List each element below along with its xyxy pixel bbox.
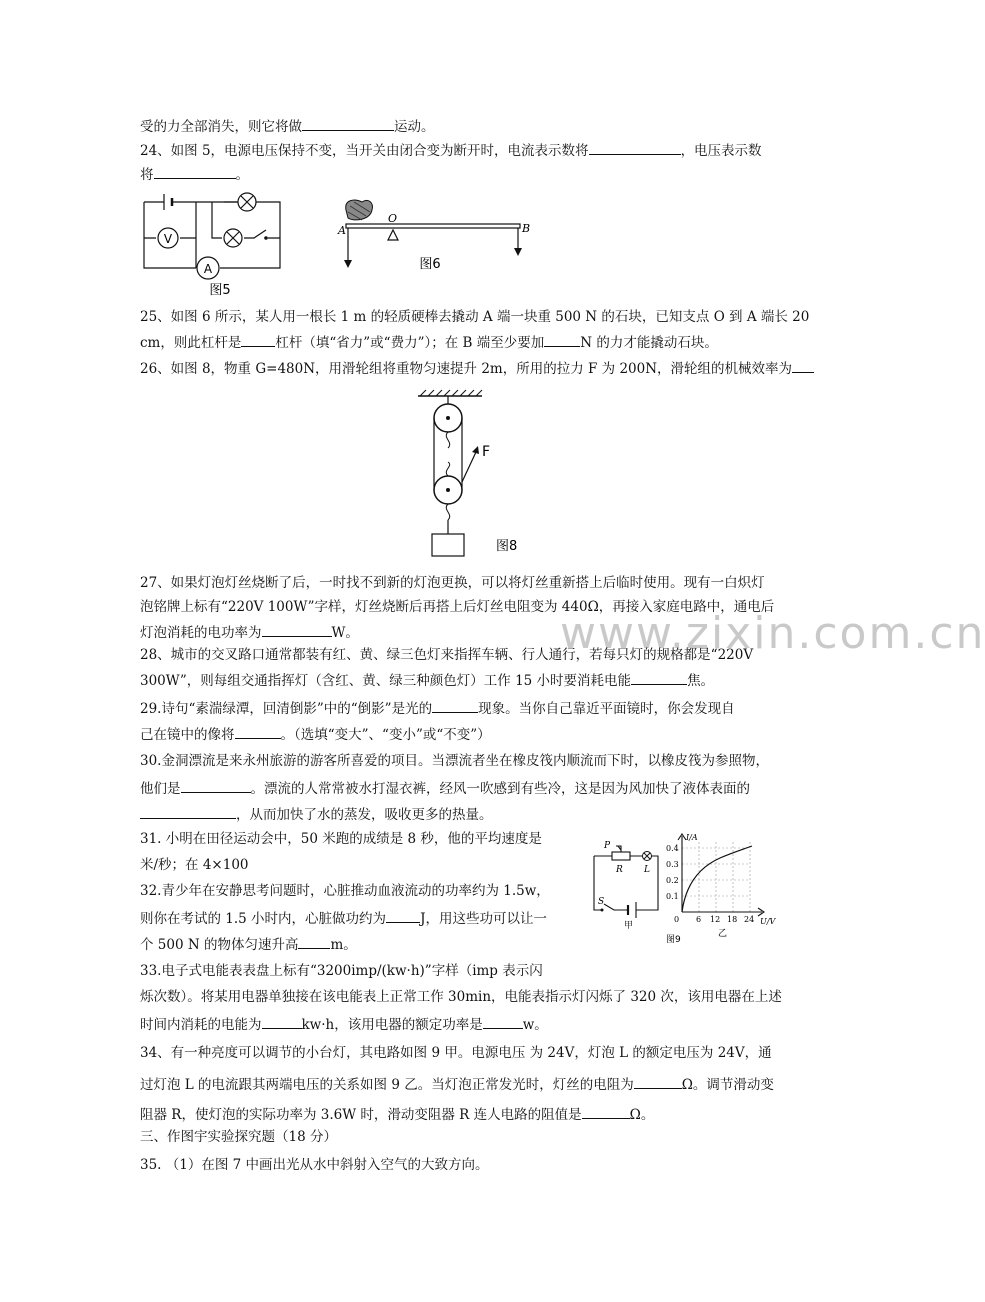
question-28: 28、城市的交叉路口通常都装有红、黄、绿三色灯来指挥车辆、行人通行，若每只灯的规格都是“220V [140, 647, 754, 663]
text-line: 泡铭牌上标有“220V 100W”字样，灯丝烧断后再搭上后灯丝电阻变为 440Ω，再接入家庭电路中，通电后 [140, 599, 775, 615]
text-line: 他们是 。漂流的人常常被水打湿衣裤，经风一吹感到有些冷，这是因为风加快了液体表面的 [140, 778, 750, 798]
answer-blank [262, 622, 332, 637]
figure-6-lever [336, 196, 536, 278]
y-axis-label: I/A [686, 833, 698, 842]
figure-9-caption: 图9 [666, 935, 681, 945]
y-tick: 0 [674, 915, 680, 924]
text-line: 300W”，则每组交通指挥灯（含红、黄、绿三种颜色灯）工作 15 小时要消耗电能 焦。 [140, 670, 714, 690]
ammeter-label: A [203, 262, 213, 276]
y-tick: 0.3 [666, 860, 679, 869]
answer-blank [140, 804, 236, 819]
text-line: 米/秒；在 4×100 [140, 857, 249, 873]
answer-blank [631, 670, 687, 685]
label-a: A [338, 224, 346, 237]
text-line: 灯泡消耗的电功率为 W。 [140, 622, 359, 642]
watermark: www.zixin.com.cn [560, 608, 985, 659]
caption-jia: 甲 [624, 921, 634, 931]
text-line: 将 。 [140, 164, 249, 184]
answer-blank [181, 778, 251, 793]
figure-5-caption: 图5 [209, 283, 231, 298]
section-3-heading: 三、作图宇实验探究题（18 分） [140, 1129, 337, 1145]
label-p: P [604, 841, 611, 851]
text-line: 过灯泡 L 的电流跟其两端电压的关系如图 9 乙。当灯泡正常发光时，灯丝的电阻为 Ω。调节滑动变 [140, 1074, 774, 1094]
question-25: 25、如图 6 所示，某人用一根长 1 m 的轻质硬棒去撬动 A 端一块重 500 N 的石块，已知支点 O 到 A 端长 20 [140, 309, 810, 325]
question-33: 33.电子式电能表表盘上标有“3200imp/(kw·h)”字样（imp 表示闪 [140, 963, 543, 979]
x-tick: 6 [696, 915, 702, 924]
figure-5-circuit [140, 190, 300, 302]
y-tick: 0.4 [666, 844, 679, 853]
text-line: ，从而加快了水的蒸发，吸收更多的热量。 [140, 804, 493, 824]
answer-blank [235, 724, 281, 739]
label-b: B [522, 222, 531, 235]
figure-9 [590, 832, 776, 948]
caption-yi: 乙 [718, 929, 728, 939]
answer-blank [262, 1014, 302, 1029]
answer-blank [386, 908, 420, 923]
figure-8-pulley [412, 390, 522, 560]
answer-blank [544, 332, 580, 347]
text-line: 个 500 N 的物体匀速升高 m。 [140, 934, 357, 954]
label-l: L [644, 865, 650, 875]
question-35: 35. （1）在图 7 中画出光从水中斜射入空气的大致方向。 [140, 1157, 489, 1173]
label-s: S [598, 897, 605, 907]
figure-6-caption: 图6 [419, 257, 441, 272]
question-26: 26、如图 8，物重 G=480N，用滑轮组将重物匀速提升 2m，所用的拉力 F 为 200N，滑轮组的机械效率为 [140, 358, 814, 378]
y-tick: 0.1 [666, 892, 679, 901]
question-34: 34、有一种亮度可以调节的小台灯，其电路如图 9 甲。电源电压 为 24V，灯泡 L 的额定电压为 24V，通 [140, 1045, 772, 1061]
text-line: 己在镜中的像将 。（选填“变大”、“变小”或“不变”） [140, 724, 491, 744]
question-27: 27、如果灯泡灯丝烧断了后，一时找不到新的灯泡更换，可以将灯丝重新搭上后临时使用。现有一白炽灯 [140, 575, 765, 591]
label-r: R [616, 865, 623, 875]
text-line: 时间内消耗的电能为 kw·h，该用电器的额定功率是 w。 [140, 1014, 548, 1034]
answer-blank [582, 1104, 630, 1119]
answer-blank [634, 1074, 682, 1089]
question-29: 29.诗句“素湍绿潭，回清倒影”中的“倒影”是光的 现象。当你自己靠近平面镜时，你会发现自 [140, 698, 735, 718]
answer-blank [432, 698, 478, 713]
x-tick: 12 [710, 915, 721, 924]
voltmeter-label: V [163, 232, 173, 246]
label-f: F [482, 444, 491, 460]
answer-blank [154, 164, 236, 179]
x-axis-label: U/V [760, 917, 776, 926]
answer-blank [589, 140, 681, 155]
text-line: 烁次数）。将某用电器单独接在该电能表上正常工作 30min，电能表指示灯闪烁了 320 次，该用电器在上述 [140, 989, 782, 1005]
x-tick: 24 [744, 915, 755, 924]
answer-blank [302, 116, 394, 131]
question-24: 24、如图 5，电源电压保持不变，当开关由闭合变为断开时，电流表示数将 ，电压表示数 [140, 140, 762, 160]
label-o: O [388, 212, 398, 225]
question-30: 30.金洞漂流是来永州旅游的游客所喜爱的项目。当漂流者坐在橡皮筏内顺流而下时，以橡皮筏为参照物， [140, 753, 769, 769]
answer-blank [298, 934, 330, 949]
question-31: 31. 小明在田径运动会中，50 米跑的成绩是 8 秒，他的平均速度是 [140, 831, 542, 847]
answer-blank [241, 332, 275, 347]
figure-8-caption: 图8 [496, 539, 518, 554]
text-line: 则你在考试的 1.5 小时内，心脏做功约为 J，用这些功可以让一 [140, 908, 547, 928]
answer-blank [792, 358, 814, 373]
y-tick: 0.2 [666, 876, 679, 885]
text-line: 阻器 R，使灯泡的实际功率为 3.6W 时，滑动变阻器 R 连人电路的阻值是 Ω。 [140, 1104, 654, 1124]
x-tick: 18 [727, 915, 738, 924]
answer-blank [483, 1014, 523, 1029]
text-line: cm，则此杠杆是 杠杆（填“省力”或“费力”）；在 B 端至少要加 N 的力才能撬动石块。 [140, 332, 718, 352]
question-32: 32.青少年在安静思考问题时，心脏推动血液流动的功率约为 1.5w， [140, 883, 550, 899]
text-line: 受的力全部消失，则它将做 运动。 [140, 116, 435, 136]
